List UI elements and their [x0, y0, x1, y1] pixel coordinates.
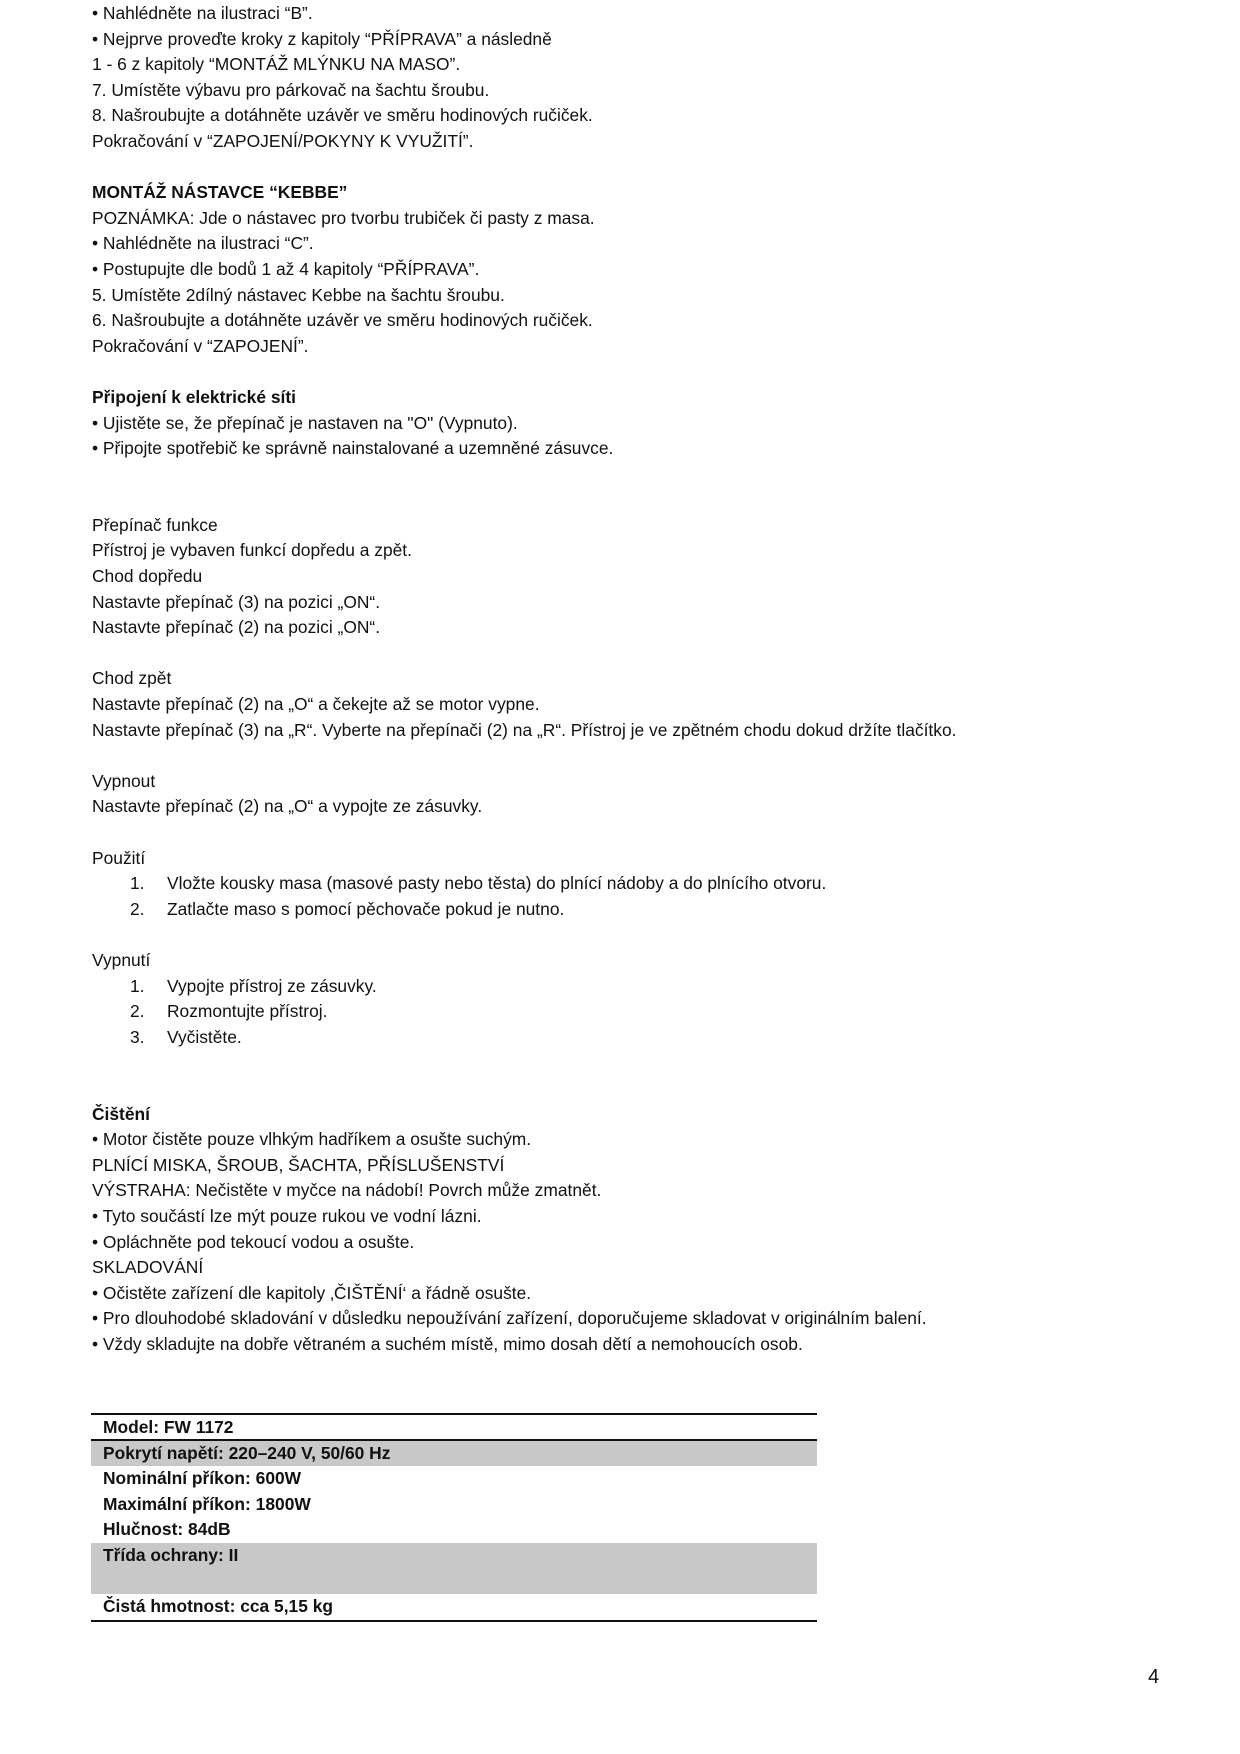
- spec-row: Model: FW 1172: [91, 1415, 817, 1441]
- text-line: Nastavte přepínač (2) na pozici „ON“.: [92, 617, 381, 638]
- text-line: 5. Umístěte 2dílný nástavec Kebbe na šachtu šroubu.: [92, 284, 505, 305]
- blank-line: [92, 820, 1192, 846]
- text-line: • Opláchněte pod tekoucí vodou a osušte.: [92, 1231, 415, 1252]
- blank-line: [92, 922, 1192, 948]
- blank-line: [92, 462, 1192, 488]
- text-line: VÝSTRAHA: Nečistěte v myčce na nádobí! Povrch může zmatnět.: [92, 1180, 602, 1201]
- text-line: Chod zpět: [92, 668, 172, 689]
- text-line: Nastavte přepínač (3) na pozici „ON“.: [92, 591, 381, 612]
- spec-row: Třída ochrany: II: [91, 1543, 817, 1594]
- blank-line: [92, 743, 1192, 769]
- list-text: Vypojte přístroj ze zásuvky.: [167, 975, 377, 996]
- section-heading: MONTÁŽ NÁSTAVCE “KEBBE”: [92, 182, 348, 203]
- document-body: [92, 1, 1192, 1357]
- text-line: Pokračování v “ZAPOJENÍ”.: [92, 335, 309, 356]
- text-line: 6. Našroubujte a dotáhněte uzávěr ve směru hodinových ručiček.: [92, 310, 593, 331]
- text-line: Pokračování v “ZAPOJENÍ/POKYNY K VYUŽITÍ”.: [92, 130, 474, 151]
- blank-line: [92, 641, 1192, 667]
- text-line: • Vždy skladujte na dobře větraném a suchém místě, mimo dosah dětí a nemohoucích osob.: [92, 1333, 803, 1354]
- list-number: 1.: [130, 873, 145, 894]
- list-item: [92, 999, 1192, 1025]
- text-line: • Motor čistěte pouze vlhkým hadříkem a osušte suchým.: [92, 1129, 532, 1150]
- text-line: POZNÁMKA: Jde o nástavec pro tvorbu trubiček či pasty z masa.: [92, 207, 595, 228]
- text-line: 1 - 6 z kapitoly “MONTÁŽ MLÝNKU NA MASO”.: [92, 54, 461, 75]
- list-number: 3.: [130, 1026, 145, 1047]
- list-item: [92, 1025, 1192, 1051]
- blank-line: [92, 487, 1192, 513]
- list-text: Vyčistěte.: [167, 1026, 242, 1047]
- page-number: 4: [1148, 1666, 1160, 1688]
- section-heading: Připojení k elektrické síti: [92, 386, 296, 407]
- blank-line: [92, 1076, 1192, 1102]
- list-item: [92, 974, 1192, 1000]
- text-line: Nastavte přepínač (3) na „R“. Vyberte na přepínači (2) na „R“. Přístroj je ve zpětném chodu dokud držíte tlačítko.: [92, 719, 957, 740]
- text-line: • Nejprve proveďte kroky z kapitoly “PŘÍPRAVA” a následně: [92, 28, 552, 49]
- text-line: • Očistěte zařízení dle kapitoly ‚ČIŠTĚNÍ‘ a řádně osušte.: [92, 1282, 532, 1303]
- text-line: • Nahlédněte na ilustraci “C”.: [92, 233, 314, 254]
- spec-row: Pokrytí napětí: 220–240 V, 50/60 Hz: [91, 1441, 817, 1467]
- blank-line: [92, 1050, 1192, 1076]
- text-line: • Připojte spotřebič ke správně nainstalované a uzemněné zásuvce.: [92, 438, 614, 459]
- text-line: 8. Našroubujte a dotáhněte uzávěr ve směru hodinových ručiček.: [92, 105, 593, 126]
- list-text: Vložte kousky masa (masové pasty nebo těsta) do plnící nádoby a do plnícího otvoru.: [167, 873, 827, 894]
- list-number: 2.: [130, 1001, 145, 1022]
- spec-row: Hlučnost: 84dB: [103, 1519, 231, 1540]
- blank-line: [92, 359, 1192, 385]
- text-line: • Pro dlouhodobé skladování v důsledku nepoužívání zařízení, doporučujeme skladovat v originálním balení.: [92, 1308, 927, 1329]
- text-line: Použití: [92, 847, 146, 868]
- text-line: Přepínač funkce: [92, 514, 218, 535]
- spec-row: Maximální příkon: 1800W: [103, 1493, 311, 1514]
- spec-row: Nominální příkon: 600W: [103, 1468, 302, 1489]
- text-line: Vypnout: [92, 770, 156, 791]
- text-line: 7. Umístěte výbavu pro párkovač na šachtu šroubu.: [92, 79, 490, 100]
- list-item: [92, 871, 1192, 897]
- text-line: Chod dopředu: [92, 566, 203, 587]
- list-text: Zatlačte maso s pomocí pěchovače pokud je nutno.: [167, 898, 565, 919]
- list-text: Rozmontujte přístroj.: [167, 1001, 328, 1022]
- list-item: [92, 897, 1192, 923]
- text-line: Nastavte přepínač (2) na „O“ a čekejte až se motor vypne.: [92, 694, 540, 715]
- text-line: • Postupujte dle bodů 1 až 4 kapitoly “PŘÍPRAVA”.: [92, 258, 480, 279]
- list-number: 2.: [130, 898, 145, 919]
- list-number: 1.: [130, 975, 145, 996]
- text-line: Vypnutí: [92, 949, 151, 970]
- spec-row: Čistá hmotnost: cca 5,15 kg: [103, 1596, 334, 1617]
- text-line: • Nahlédněte na ilustraci “B”.: [92, 3, 313, 23]
- text-line: • Ujistěte se, že přepínač je nastaven na "O" (Vypnuto).: [92, 412, 518, 433]
- text-line: Nastavte přepínač (2) na „O“ a vypojte ze zásuvky.: [92, 796, 483, 817]
- blank-line: [92, 155, 1192, 181]
- text-line: SKLADOVÁNÍ: [92, 1257, 204, 1278]
- text-line: PLNÍCÍ MISKA, ŠROUB, ŠACHTA, PŘÍSLUŠENSTVÍ: [92, 1154, 505, 1175]
- text-line: • Tyto součástí lze mýt pouze rukou ve vodní lázni.: [92, 1205, 482, 1226]
- spec-table: [91, 1413, 817, 1622]
- text-line: Přístroj je vybaven funkcí dopředu a zpět.: [92, 540, 412, 561]
- section-heading: Čištění: [92, 1103, 150, 1124]
